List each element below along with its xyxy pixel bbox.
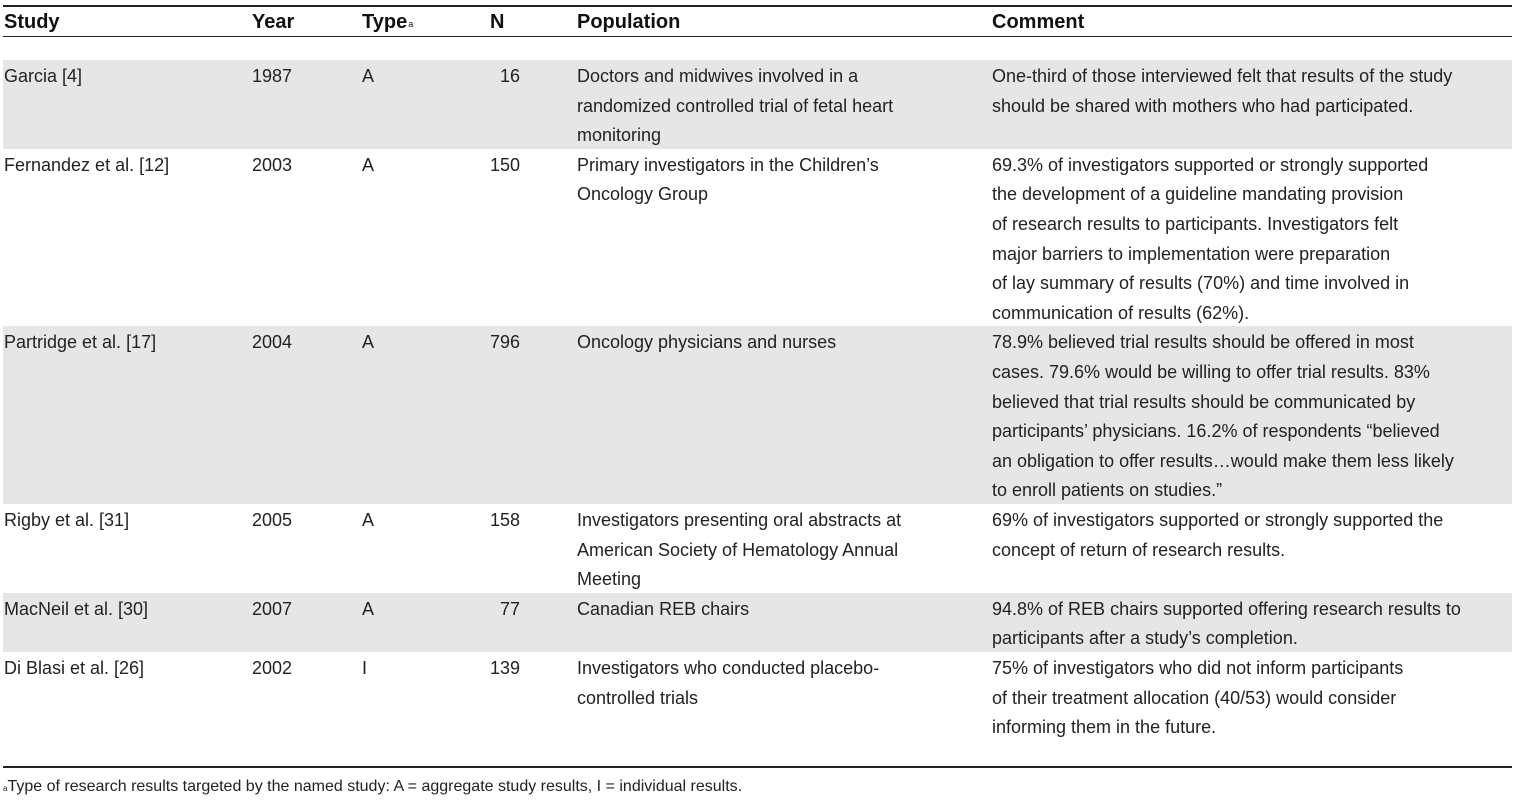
comment-line: 75% of investigators who did not inform participants — [992, 657, 1404, 678]
cell-study: Partridge et al. [17] — [4, 332, 157, 353]
cell-n: 16 — [499, 66, 520, 86]
cell-type: I — [362, 657, 368, 678]
cell-population — [577, 654, 967, 713]
cell-year: 1987 — [252, 66, 293, 86]
cell-n: 158 — [489, 509, 520, 530]
cell-study: Garcia [4] — [4, 66, 83, 86]
header-n: N — [490, 11, 505, 33]
cell-year: 2002 — [252, 657, 293, 678]
comment-line: informing them in the future. — [992, 717, 1217, 738]
comment-line: participants after a study’s completion. — [992, 628, 1298, 649]
population-line: randomized controlled trial of fetal heart — [577, 95, 894, 116]
table-row — [3, 326, 1512, 504]
comment-line: 69.3% of investigators supported or strongly supported — [992, 154, 1429, 175]
cell-year: 2007 — [252, 598, 293, 619]
population-line: monitoring — [577, 125, 662, 146]
header-study: Study — [4, 11, 60, 33]
table-footnote — [3, 776, 742, 798]
population-line: Investigators who conducted placebo- — [577, 657, 880, 678]
comment-line: communication of results (62%). — [992, 302, 1250, 323]
table-row — [3, 60, 1512, 149]
header-population: Population — [577, 11, 681, 33]
population-line: Oncology Group — [577, 184, 709, 205]
comment-line: believed that trial results should be communicated by — [992, 391, 1416, 412]
comment-line: of their treatment allocation (40/53) would consider — [992, 687, 1397, 708]
comment-line: of lay summary of results (70%) and time involved in — [992, 273, 1410, 294]
table-top-rule — [3, 5, 1512, 7]
cell-comment — [992, 654, 1512, 743]
population-line: Investigators presenting oral abstracts at — [577, 509, 902, 530]
cell-population — [577, 62, 967, 151]
population-line: Doctors and midwives involved in a — [577, 66, 859, 86]
cell-comment — [992, 595, 1512, 654]
cell-study: Rigby et al. [31] — [4, 509, 130, 530]
cell-study: Di Blasi et al. [26] — [4, 657, 145, 678]
comment-line: to enroll patients on studies.” — [992, 480, 1223, 501]
cell-type: A — [362, 66, 375, 86]
cell-n: 150 — [489, 154, 520, 175]
comment-line: concept of return of research results. — [992, 539, 1286, 560]
cell-comment — [992, 506, 1512, 565]
cell-study: MacNeil et al. [30] — [4, 598, 149, 619]
cell-year: 2003 — [252, 154, 293, 175]
table-row — [3, 149, 1512, 327]
population-line: American Society of Hematology Annual — [577, 539, 899, 560]
population-line: Primary investigators in the Children’s — [577, 154, 879, 175]
comment-line: major barriers to implementation were preparation — [992, 243, 1391, 264]
cell-population — [577, 151, 967, 210]
header-year: Year — [252, 11, 295, 33]
comment-line: 69% of investigators supported or strongly supported the — [992, 509, 1444, 530]
population-line: controlled trials — [577, 687, 699, 708]
cell-comment — [992, 151, 1512, 329]
population-line: Canadian REB chairs — [577, 598, 750, 619]
comment-line: should be shared with mothers who had participated. — [992, 95, 1414, 116]
cell-type: A — [362, 154, 375, 175]
table-row — [3, 593, 1512, 652]
cell-population — [577, 328, 967, 358]
cell-population — [577, 595, 967, 625]
population-line: Oncology physicians and nurses — [577, 332, 837, 353]
comment-line: the development of a guideline mandating provision — [992, 184, 1404, 205]
cell-year: 2004 — [252, 332, 293, 353]
table-row — [3, 504, 1512, 593]
cell-study: Fernandez et al. [12] — [4, 154, 170, 175]
table-row — [3, 652, 1512, 769]
cell-type: A — [362, 332, 375, 353]
header-bottom-rule — [3, 36, 1512, 37]
cell-n: 796 — [489, 332, 520, 353]
comment-line: One-third of those interviewed felt that results of the study — [992, 66, 1453, 86]
cell-comment — [992, 328, 1512, 506]
cell-n: 77 — [499, 598, 520, 619]
header-comment: Comment — [992, 11, 1085, 33]
cell-year: 2005 — [252, 509, 293, 530]
table-bottom-rule — [3, 766, 1512, 768]
footnote-marker: a — [3, 784, 8, 793]
cell-comment — [992, 62, 1512, 121]
comment-line: 94.8% of REB chairs supported offering research results to — [992, 598, 1461, 619]
cell-type: A — [362, 509, 375, 530]
comment-line: of research results to participants. Investigators felt — [992, 213, 1399, 234]
table-body — [3, 60, 1512, 769]
cell-type: A — [362, 598, 375, 619]
cell-population — [577, 506, 967, 595]
header-type-footnote-marker: a — [408, 19, 414, 29]
comment-line: 78.9% believed trial results should be offered in most — [992, 332, 1414, 353]
comment-line: cases. 79.6% would be willing to offer trial results. 83% — [992, 361, 1430, 382]
header-type — [362, 9, 413, 35]
comment-line: an obligation to offer results…would make them less likely — [992, 450, 1454, 471]
population-line: Meeting — [577, 569, 642, 590]
comment-line: participants’ physicians. 16.2% of respondents “believed — [992, 421, 1440, 442]
cell-n: 139 — [489, 657, 520, 678]
footnote-text: Type of research results targeted by the named study: A = aggregate study results, I = individual results. — [7, 778, 743, 795]
header-type-label: Type — [362, 11, 408, 33]
